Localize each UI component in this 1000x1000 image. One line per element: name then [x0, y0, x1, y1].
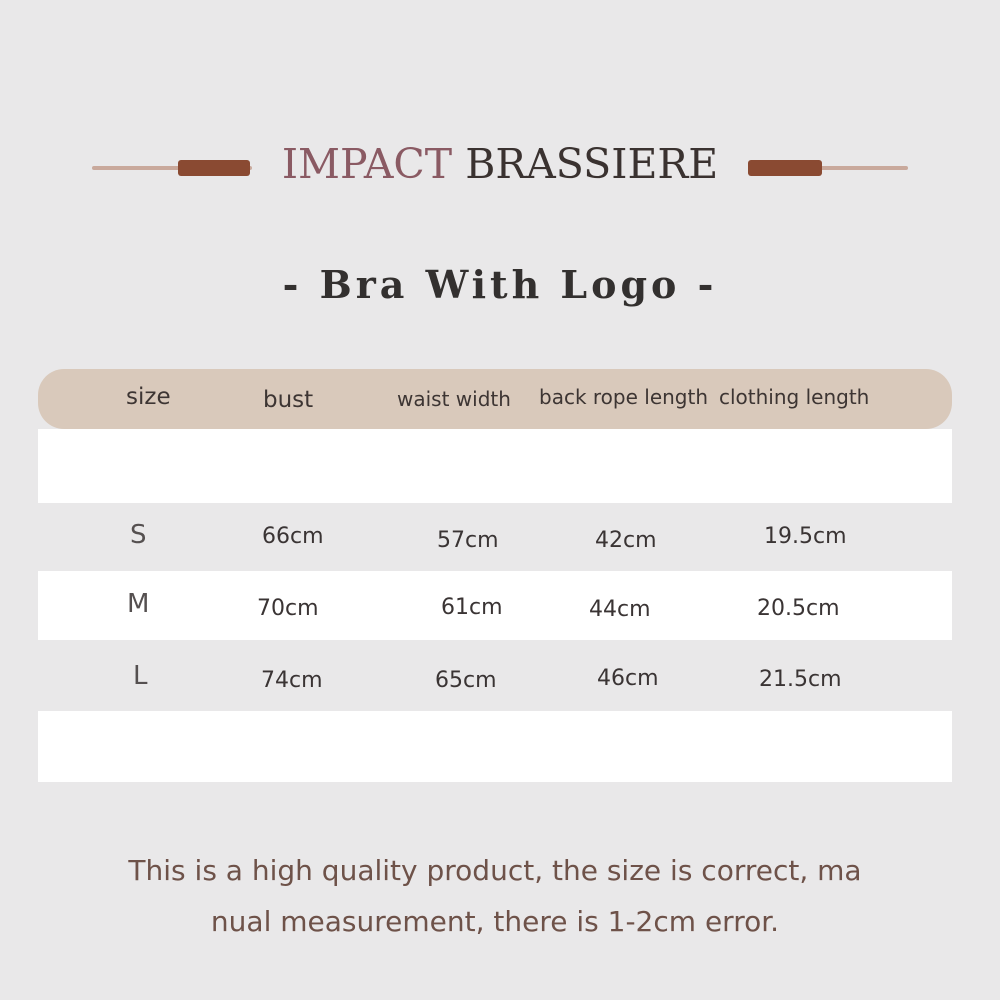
col-header-size: size: [126, 384, 171, 410]
col-header-back-rope-length: back rope length: [539, 385, 709, 409]
row-m-clothing: 20.5cm: [757, 596, 840, 621]
col-header-waist-width: waist width: [397, 387, 511, 411]
row-s-size: S: [130, 520, 147, 550]
subtitle: - Bra With Logo -: [282, 262, 718, 307]
brand-word-impact: IMPACT: [281, 140, 453, 188]
row-s-waist: 57cm: [437, 528, 499, 553]
row-l-waist: 65cm: [435, 668, 497, 693]
row-s-clothing: 19.5cm: [764, 524, 847, 549]
row-l-bust: 74cm: [261, 668, 323, 693]
row-m-back-rope: 44cm: [589, 597, 651, 622]
row-s-bust: 66cm: [262, 524, 324, 549]
note-line-2: nual measurement, there is 1-2cm error.: [210, 905, 780, 938]
row-m-waist: 61cm: [441, 595, 503, 620]
brand-word-brassiere: BRASSIERE: [465, 140, 719, 188]
row-l-clothing: 21.5cm: [759, 667, 842, 692]
table-header: [38, 369, 952, 429]
row-m-bust: 70cm: [257, 596, 319, 621]
row-s-back-rope: 42cm: [595, 528, 657, 553]
row-l-back-rope: 46cm: [597, 666, 659, 691]
note-line-1: This is a high quality product, the size is correct, ma: [128, 854, 862, 887]
row-m-size: M: [127, 589, 150, 619]
row-l-size: L: [133, 661, 148, 691]
table-band-top: [38, 429, 952, 503]
brand-title: [0, 140, 1000, 188]
col-header-clothing-length: clothing length: [719, 385, 870, 409]
col-header-bust: bust: [263, 387, 314, 413]
table-band-bottom: [38, 711, 952, 782]
